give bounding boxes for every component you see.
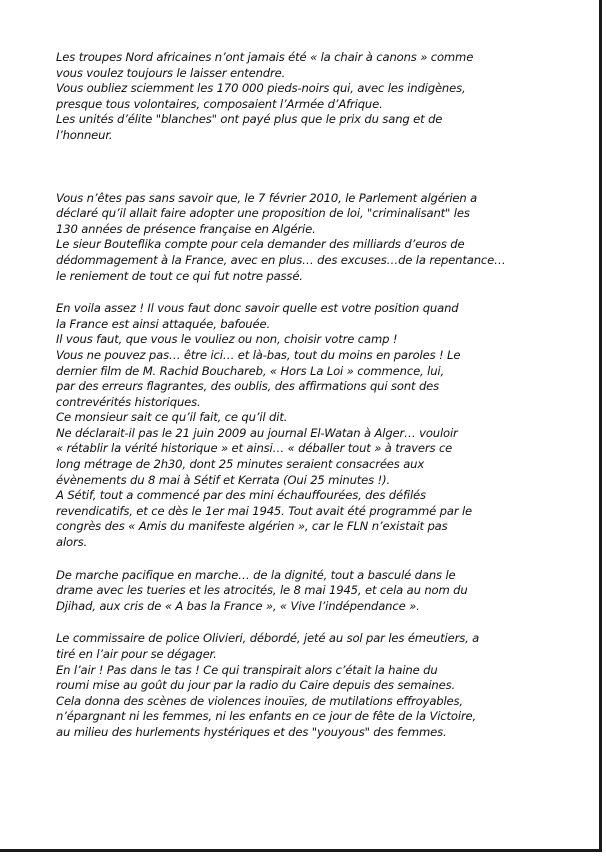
paragraph-spacer [56, 284, 546, 301]
paragraph-spacer [56, 144, 546, 191]
paragraph-armee-afrique [56, 50, 546, 144]
text-line: roumi mise au goût du jour par la radio du Caire depuis des semaines. [56, 678, 456, 693]
paragraph-parlement-algerien [56, 191, 546, 285]
text-line: Vous oubliez sciemment les 170 000 pieds-noirs qui, avec les indigènes, [56, 81, 466, 96]
text-line: Vous ne pouvez pas… être ici… et là-bas, tout du moins en paroles ! Le [56, 347, 461, 362]
text-line: déclaré qu’il allait faire adopter une proposition de loi, "criminalisant" les [56, 206, 470, 221]
text-line: la France est ainsi attaquée, bafouée. [56, 316, 270, 331]
text-line: le reniement de tout ce qui fut notre passé. [56, 268, 303, 283]
text-line: A Sétif, tout a commencé par des mini échauffourées, des défilés [56, 488, 426, 503]
text-line: long métrage de 2h30, dont 25 minutes seraient consacrées aux [56, 457, 425, 472]
text-line: Les unités d’élite "blanches" ont payé plus que le prix du sang et de [56, 112, 443, 127]
text-line: alors. [56, 535, 88, 550]
paragraph-commissaire-olivieri [56, 631, 546, 740]
text-line: dernier film de M. Rachid Bouchareb, « Hors La Loi » commence, lui, [56, 363, 444, 378]
text-line: revendicatifs, et ce dès le 1er mai 1945. Tout avait été programmé par le [56, 503, 473, 518]
text-line: En l’air ! Pas dans le tas ! Ce qui transpirait alors c’était la haine du [56, 662, 438, 677]
text-line: presque tous volontaires, composaient l’Armée d’Afrique. [56, 96, 383, 111]
text-line: De marche pacifique en marche… de la dignité, tout a basculé dans le [56, 567, 456, 582]
paragraph-choisir-camp [56, 301, 546, 551]
text-line: tiré en l’air pour se dégager. [56, 647, 217, 661]
text-line: Le sieur Bouteflika compte pour cela demander des milliards d’euros de [56, 237, 465, 252]
text-line: dédommagement à la France, avec en plus… des excuses…de la repentance… [56, 252, 506, 267]
text-line: n’épargnant ni les femmes, ni les enfants en ce jour de fête de la Victoire, [56, 709, 477, 724]
text-line: Djihad, aux cris de « A bas la France », « Vive l’indépendance ». [56, 598, 420, 613]
paragraph-8-mai-1945 [56, 568, 546, 615]
text-line: contrevérités historiques. [56, 394, 201, 409]
text-line: Il vous faut, que vous le vouliez ou non, choisir votre camp ! [56, 332, 398, 347]
text-line: au milieu des hurlements hystériques et des "youyous" des femmes. [56, 724, 447, 739]
text-line: Ce monsieur sait ce qu’il fait, ce qu’il dit. [56, 410, 288, 425]
text-line: Ne déclarait-il pas le 21 juin 2009 au journal El-Watan à Alger… vouloir [56, 425, 458, 440]
text-line: « rétablir la vérité historique » et ainsi… « déballer tout » à travers ce [56, 441, 453, 456]
paragraph-spacer [56, 614, 546, 631]
text-line: Les troupes Nord africaines n’ont jamais été « la chair à canons » comme [56, 50, 474, 64]
text-line: par des erreurs flagrantes, des oublis, des affirmations qui sont des [56, 379, 440, 394]
paragraph-spacer [56, 551, 546, 568]
text-line: Cela donna des scènes de violences inouïes, de mutilations effroyables, [56, 693, 463, 708]
text-line: congrès des « Amis du manifeste algérien », car le FLN n’existait pas [56, 519, 448, 534]
text-line: En voila assez ! Il vous faut donc savoir quelle est votre position quand [56, 301, 459, 316]
text-line: vous voulez toujours le laisser entendre. [56, 65, 286, 80]
text-line: Le commissaire de police Olivieri, débordé, jeté au sol par les émeutiers, a [56, 631, 480, 646]
text-line: drame avec les tueries et les atrocités, le 8 mai 1945, et cela au nom du [56, 583, 468, 598]
text-line: l’honneur. [56, 127, 113, 142]
text-line: Vous n’êtes pas sans savoir que, le 7 février 2010, le Parlement algérien a [56, 190, 478, 205]
text-line: 130 années de présence française en Algérie. [56, 221, 316, 236]
document-body [56, 50, 546, 741]
text-line: évènements du 8 mai à Sétif et Kerrata (Oui 25 minutes !). [56, 472, 391, 487]
